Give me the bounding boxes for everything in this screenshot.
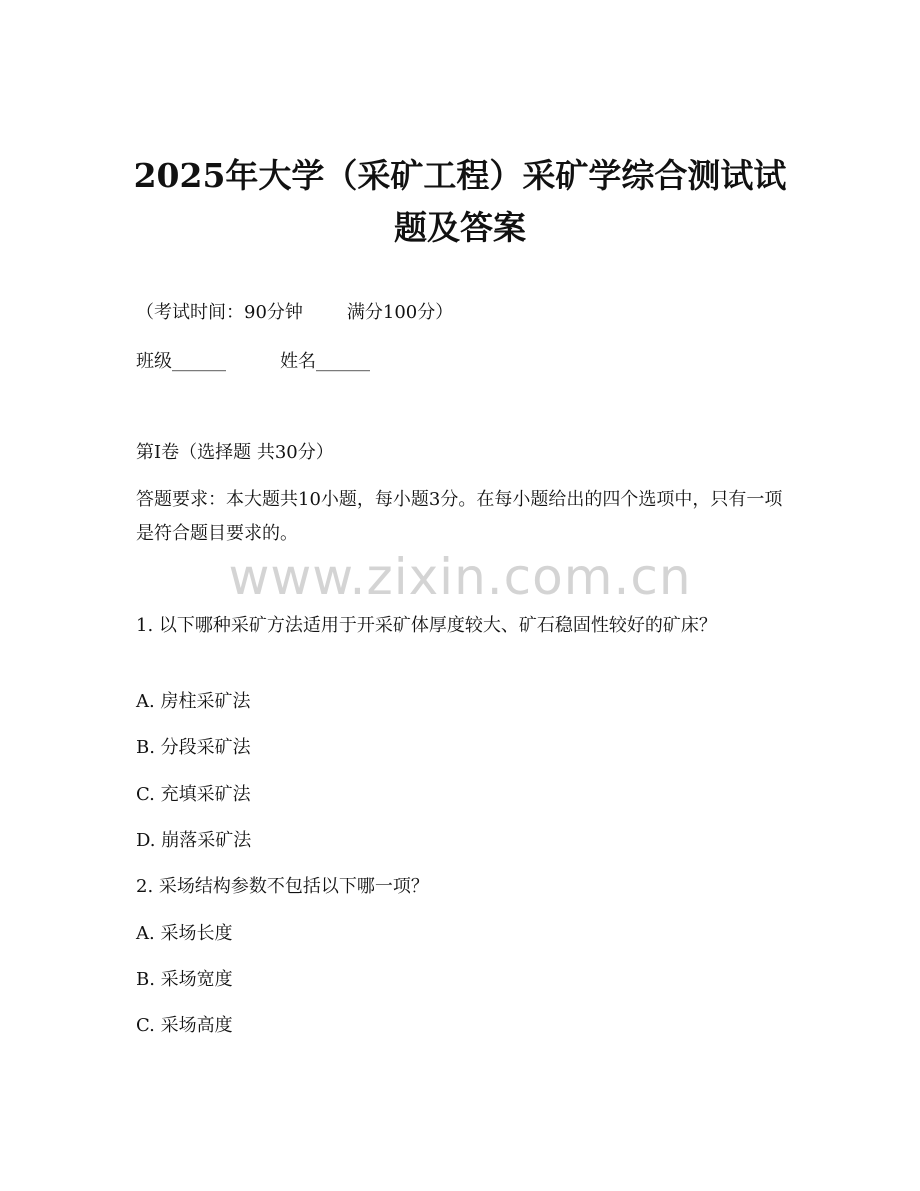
- exam-info: [136, 296, 786, 330]
- exam-time: （考试时间：90分钟: [136, 302, 303, 323]
- document-title: [80, 150, 840, 254]
- question-1-option-a: A. 房柱采矿法: [136, 691, 251, 712]
- question-2-option-a: A. 采场长度: [136, 923, 233, 944]
- question-1-stem: 1. 以下哪种采矿方法适用于开采矿体厚度较大、矿石稳固性较好的矿床？: [136, 615, 717, 636]
- exam-score: 满分100分）: [346, 302, 454, 323]
- question-1-option-b: B. 分段采矿法: [136, 737, 251, 758]
- student-info: [136, 345, 786, 379]
- watermark: www.zixin.com.cn: [228, 548, 692, 606]
- title-line-2: 题及答案: [394, 208, 526, 247]
- instructions: 答题要求：本大题共10小题，每小题3分。在每小题给出的四个选项中，只有一项是符合题目要求的。: [136, 489, 783, 544]
- question-2-option-c: C. 采场高度: [136, 1015, 233, 1036]
- question-1-option-c: C. 充填采矿法: [136, 784, 251, 805]
- question-2-stem: 2. 采场结构参数不包括以下哪一项？: [136, 876, 429, 897]
- section-title: 第I卷（选择题 共30分）: [136, 442, 334, 463]
- title-line-1: 2025年大学（采矿工程）采矿学综合测试试: [133, 156, 787, 195]
- name-field: 姓名______: [280, 351, 370, 372]
- question-2-option-b: B. 采场宽度: [136, 969, 233, 990]
- question-1-option-d: D. 崩落采矿法: [136, 830, 252, 851]
- class-field: 班级______: [136, 351, 226, 372]
